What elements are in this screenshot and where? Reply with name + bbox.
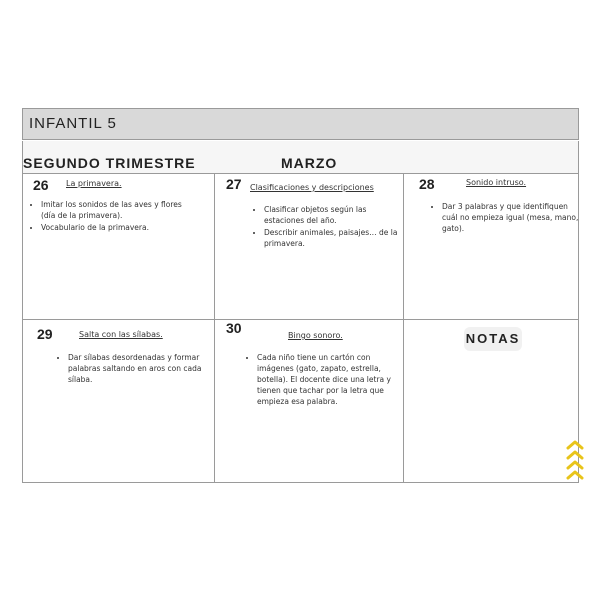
bullet-item: • Dar 3 palabras y que identifiquen cuál no empieza igual (mesa, mano, gato). [442, 201, 582, 234]
day-number: 28 [419, 176, 435, 192]
bullet-item: • Dar sílabas desordenadas y formar palabras saltando en aros con cada sílaba. [68, 352, 218, 385]
bullet-item: • Cada niño tiene un cartón con imágenes (gato, zapato, estrella, botella). El docente dice una letra y tienen que tachar por la letra que empieza esa palabra. [257, 352, 407, 407]
page-title: INFANTIL 5 [29, 115, 117, 132]
cell-bullets [29, 199, 186, 234]
cell-title: Salta con las sílabas. [79, 330, 163, 339]
trimester-label: SEGUNDO TRIMESTRE [23, 155, 196, 171]
grid-middle-line [23, 319, 578, 320]
day-number: 27 [226, 176, 242, 192]
subheader-bar [22, 141, 579, 173]
cell-title: La primavera. [66, 179, 122, 188]
bullet-item: • Imitar los sonidos de las aves y flores (día de la primavera). [41, 199, 186, 221]
day-number: 26 [33, 177, 49, 193]
grid-vline-1 [214, 173, 215, 483]
bullet-item: • Vocabulario de la primavera. [41, 222, 186, 233]
day-number: 29 [37, 326, 53, 342]
chevrons-up-icon [566, 440, 584, 482]
bullet-item: • Describir animales, paisajes… de la primavera. [264, 227, 404, 249]
cell-title: Sonido intruso. [466, 178, 527, 187]
notes-label: NOTAS [464, 327, 522, 351]
day-number: 30 [226, 320, 242, 336]
cell-bullets [245, 352, 407, 408]
cell-title: Clasificaciones y descripciones [250, 183, 374, 192]
cell-bullets [56, 352, 218, 386]
cell-title: Bingo sonoro. [288, 331, 343, 340]
cell-bullets [252, 204, 404, 250]
month-label: MARZO [281, 155, 338, 171]
grid-top-line [23, 173, 578, 174]
bullet-item: • Clasificar objetos según las estaciones del año. [264, 204, 404, 226]
header-bar [22, 108, 579, 140]
cell-bullets [430, 201, 582, 235]
